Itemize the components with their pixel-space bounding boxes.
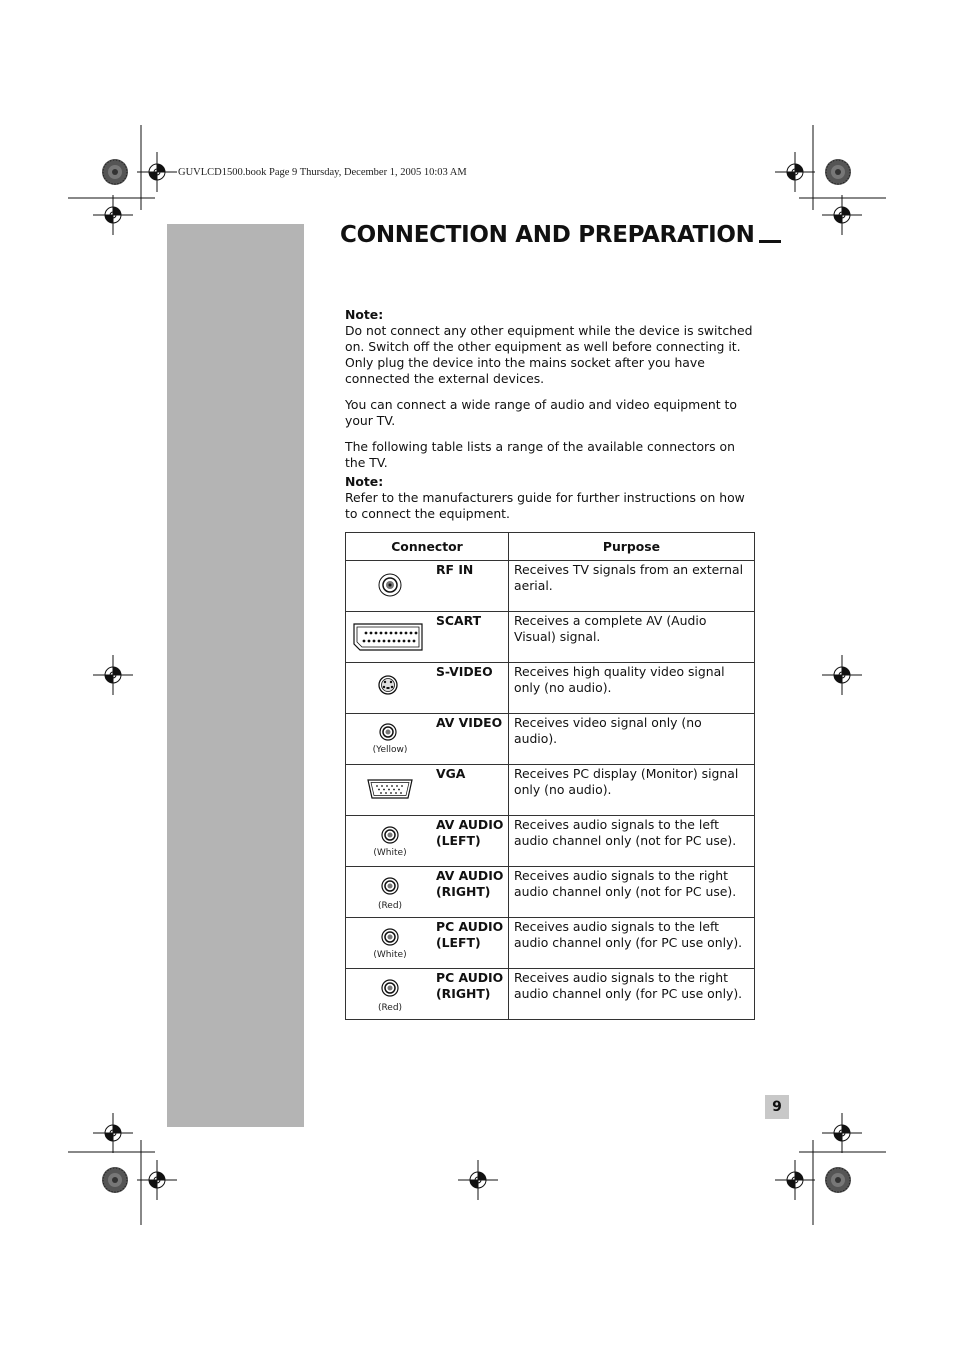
note-1 xyxy=(345,307,755,387)
table-row xyxy=(346,867,755,918)
connector-colour-caption: (White) xyxy=(373,848,407,858)
note-1-text: Do not connect any other equipment while the device is switched on. Switch off the other equipment as well before connecting it. Only plug the device into the mains socket after you have connected the external devices. xyxy=(345,323,753,386)
connector-cell xyxy=(346,816,509,867)
connector-cell xyxy=(346,663,509,714)
purpose-cell: Receives PC display (Monitor) signal only (no audio). xyxy=(509,765,755,816)
page-title xyxy=(340,222,781,248)
table-row xyxy=(346,816,755,867)
connector-colour-caption: (Red) xyxy=(377,1003,403,1013)
connector-name: AV VIDEO xyxy=(436,715,503,730)
table-row xyxy=(346,663,755,714)
vga-icon xyxy=(346,765,434,815)
table-row xyxy=(346,612,755,663)
note-2 xyxy=(345,474,755,522)
connector-table xyxy=(345,532,755,1020)
connector-cell xyxy=(346,612,509,663)
connector-colour-caption: (Red) xyxy=(377,901,403,911)
purpose-cell: Receives audio signals to the right audio channel only (for PC use only). xyxy=(509,969,755,1020)
purpose-cell: Receives high quality video signal only (no audio). xyxy=(509,663,755,714)
connector-cell xyxy=(346,714,509,765)
table-row xyxy=(346,969,755,1020)
connector-name: VGA xyxy=(436,766,466,781)
table-row xyxy=(346,765,755,816)
header-purpose: Purpose xyxy=(509,533,755,561)
connector-cell xyxy=(346,918,509,969)
connector-name: PC AUDIO (LEFT) xyxy=(436,919,504,950)
connector-name: SCART xyxy=(436,613,482,628)
purpose-cell: Receives audio signals to the right audio channel only (not for PC use). xyxy=(509,867,755,918)
connector-name: RF IN xyxy=(436,562,474,577)
table-row xyxy=(346,714,755,765)
connector-cell xyxy=(346,765,509,816)
connector-name: S-VIDEO xyxy=(436,664,493,679)
rf-coax-icon xyxy=(346,561,434,611)
connector-cell xyxy=(346,561,509,612)
page-title-text: CONNECTION AND PREPARATION xyxy=(340,222,755,248)
connector-name: AV AUDIO (RIGHT) xyxy=(436,868,504,899)
grey-sidebar xyxy=(167,224,304,1127)
connector-cell xyxy=(346,867,509,918)
connector-colour-caption: (Yellow) xyxy=(372,745,408,755)
page-number: 9 xyxy=(765,1095,789,1119)
purpose-cell: Receives TV signals from an external aerial. xyxy=(509,561,755,612)
note-2-label: Note: xyxy=(345,474,384,489)
title-underline xyxy=(759,240,781,243)
table-row xyxy=(346,918,755,969)
connector-name: AV AUDIO (LEFT) xyxy=(436,817,504,848)
note-2-text: Refer to the manufacturers guide for further instructions on how to connect the equipment. xyxy=(345,490,745,521)
purpose-cell: Receives video signal only (no audio). xyxy=(509,714,755,765)
connector-colour-caption: (White) xyxy=(373,950,407,960)
paragraph-2: The following table lists a range of the available connectors on the TV. xyxy=(345,439,735,470)
scart-icon xyxy=(346,612,434,662)
book-meta-line: GUVLCD1500.book Page 9 Thursday, December 1, 2005 10:03 AM xyxy=(178,167,467,178)
purpose-cell: Receives audio signals to the left audio channel only (not for PC use). xyxy=(509,816,755,867)
connector-cell xyxy=(346,969,509,1020)
table-header-row xyxy=(346,533,755,561)
connector-name: PC AUDIO (RIGHT) xyxy=(436,970,504,1001)
paragraph-1: You can connect a wide range of audio and video equipment to your TV. xyxy=(345,397,737,428)
svideo-icon xyxy=(346,663,434,713)
purpose-cell: Receives audio signals to the left audio channel only (for PC use only). xyxy=(509,918,755,969)
note-1-label: Note: xyxy=(345,307,384,322)
header-connector: Connector xyxy=(346,533,509,561)
table-row xyxy=(346,561,755,612)
purpose-cell: Receives a complete AV (Audio Visual) signal. xyxy=(509,612,755,663)
